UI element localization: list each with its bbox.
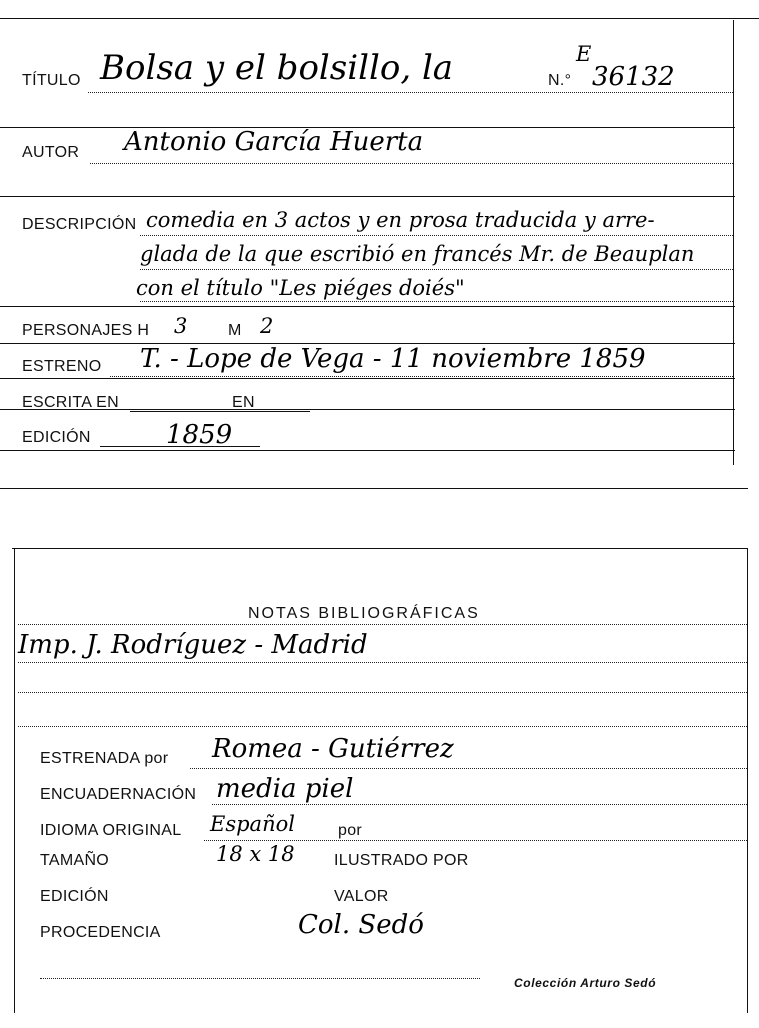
row-rule: [0, 378, 735, 379]
estrenada-line: [190, 768, 747, 769]
estrenada-value: Romea - Gutiérrez: [212, 734, 454, 764]
descripcion-line: [140, 301, 733, 302]
card-left-edge: [14, 548, 15, 1013]
personajes-h-value: 3: [174, 314, 188, 338]
en-label: EN: [232, 394, 255, 411]
notas-line: [18, 662, 747, 663]
tamano-label: TAMAÑO: [40, 852, 110, 869]
ilustrado-label: ILUSTRADO POR: [334, 852, 469, 869]
edicion-label: EDICIÓN: [22, 429, 91, 446]
personajes-m-value: 2: [260, 314, 274, 338]
personajes-m-label: M: [228, 322, 242, 339]
edicion-value: 1859: [166, 420, 233, 450]
descripcion-label: DESCRIPCIÓN: [22, 216, 137, 233]
procedencia-label: PROCEDENCIA: [40, 924, 161, 941]
estreno-value: T. - Lope de Vega - 11 noviembre 1859: [140, 344, 646, 374]
card-right-edge: [747, 548, 748, 1013]
idioma-line: [204, 840, 747, 841]
numero-letter: E: [576, 42, 592, 66]
row-rule: [0, 450, 735, 451]
card-right-edge: [733, 20, 734, 465]
titulo-label: TÍTULO: [22, 72, 81, 89]
estrenada-label: ESTRENADA por: [40, 750, 169, 767]
procedencia-value: Col. Sedó: [298, 910, 424, 940]
tamano-value: 18 x 18: [216, 842, 295, 866]
autor-line: [90, 163, 733, 164]
escrita-en-line: [130, 411, 310, 412]
descripcion-line-3: con el título "Les piéges doiés": [136, 276, 465, 300]
valor-label: VALOR: [334, 888, 389, 905]
personajes-label: PERSONAJES H: [22, 322, 150, 339]
encuadernacion-value: media piel: [216, 774, 354, 804]
descripcion-line: [140, 235, 733, 236]
notas-value: Imp. J. Rodríguez - Madrid: [18, 630, 368, 660]
coleccion-credit: Colección Arturo Sedó: [514, 976, 657, 990]
estreno-label: ESTRENO: [22, 358, 102, 375]
footer-line: [40, 978, 480, 979]
por-label: por: [338, 822, 363, 839]
autor-label: AUTOR: [22, 144, 80, 161]
encuadernacion-line: [212, 804, 747, 805]
descripcion-line: [140, 269, 733, 270]
autor-value: Antonio García Huerta: [124, 127, 424, 157]
catalog-card-top: [0, 0, 759, 492]
notas-line: [18, 726, 747, 727]
numero-value: 36132: [592, 62, 675, 92]
card-top-border: [0, 18, 759, 19]
titulo-value: Bolsa y el bolsillo, la: [100, 48, 454, 88]
card-bottom-border: [0, 488, 748, 489]
encuadernacion-label: ENCUADERNACIÓN: [40, 786, 197, 803]
idioma-value: Español: [210, 812, 295, 836]
estreno-line: [110, 376, 733, 377]
row-rule: [0, 306, 735, 307]
titulo-line: [88, 92, 733, 93]
numero-label: N.°: [548, 72, 572, 89]
notas-line: [18, 692, 747, 693]
descripcion-line-2: glada de la que escribió en francés Mr. de Beauplan: [140, 242, 695, 266]
card-top-border: [12, 548, 747, 549]
notas-heading: NOTAS BIBLIOGRÁFICAS: [248, 605, 480, 622]
catalog-card-bottom: [0, 548, 759, 1018]
descripcion-line-1: comedia en 3 actos y en prosa traducida y arre-: [146, 208, 655, 232]
notas-line: [18, 624, 747, 625]
idioma-label: IDIOMA ORIGINAL: [40, 822, 182, 839]
row-rule: [0, 196, 735, 197]
escrita-en-label: ESCRITA EN: [22, 394, 119, 411]
edicion-label: EDICIÓN: [40, 888, 109, 905]
